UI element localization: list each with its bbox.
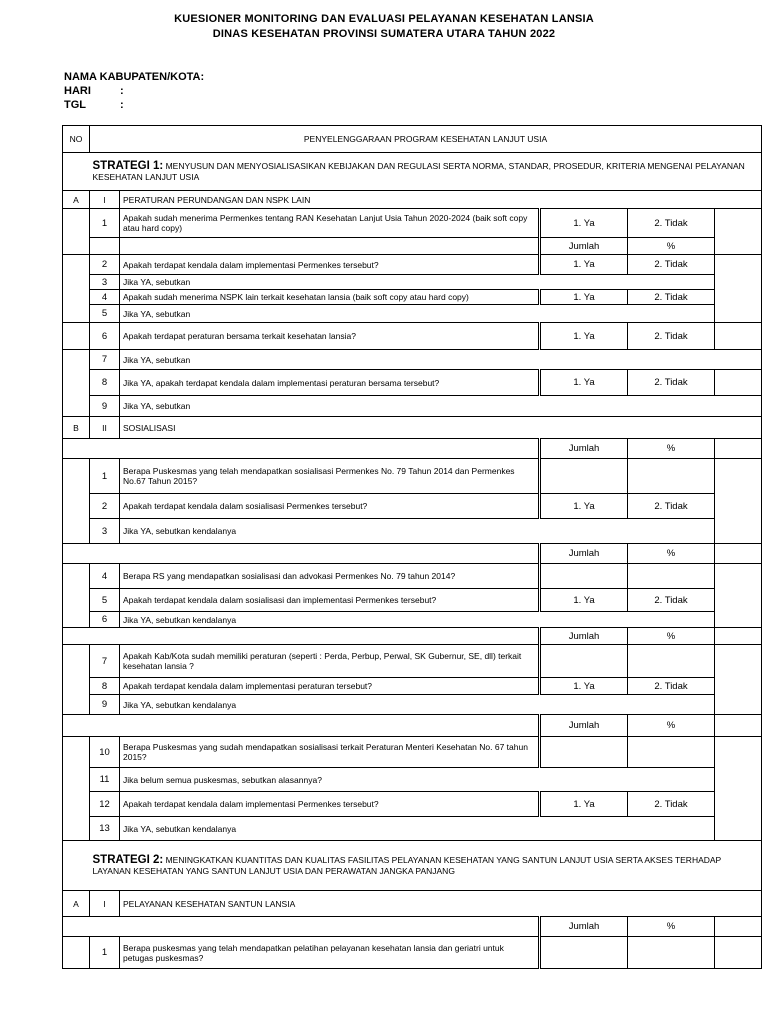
question-text: Berapa Puskesmas yang sudah mendapatkan sosialisasi terkait Peraturan Menteri Kesehatan No. 67 tahun 2015?	[120, 737, 540, 768]
strategy-text: MENYUSUN DAN MENYOSIALISASIKAN KEBIJAKAN DAN REGULASI SERTA NORMA, STANDAR, PROSEDUR, KRITERIA MENGENAI PELAYANAN KESEHATAN LANJUT USIA	[92, 160, 745, 182]
question-number: 4	[90, 564, 120, 589]
question-number: 2	[90, 255, 120, 275]
question-number: 9	[90, 396, 120, 417]
document-subtitle: DINAS KESEHATAN PROVINSI SUMATERA UTARA TAHUN 2022	[212, 28, 556, 40]
question-number: 9	[90, 695, 120, 715]
question-text: Apakah terdapat kendala dalam implementasi Permenkes tersebut?	[120, 792, 540, 817]
percent-label: %	[628, 238, 715, 255]
table-row	[63, 917, 762, 937]
table-row	[63, 937, 762, 969]
table-row	[63, 519, 762, 544]
question-number: 4	[90, 290, 120, 305]
question-text: Jika YA, sebutkan kendalanya	[120, 695, 715, 715]
answer-no[interactable]: 2. Tidak	[628, 494, 715, 519]
table-row	[63, 396, 762, 417]
table-row	[63, 350, 762, 370]
document-title: KUESIONER MONITORING DAN EVALUASI PELAYANAN KESEHATAN LANSIA	[174, 13, 594, 25]
section-letter: A	[63, 191, 90, 209]
question-number: 6	[90, 612, 120, 628]
question-text: Jika YA, sebutkan kendalanya	[120, 519, 715, 544]
strategy-row	[63, 153, 762, 191]
table-row	[63, 255, 762, 275]
answer-yes[interactable]: 1. Ya	[540, 209, 628, 238]
table-row	[63, 564, 762, 589]
question-text: Jika YA, apakah terdapat kendala dalam implementasi peraturan bersama tersebut?	[120, 370, 540, 396]
section-roman: I	[90, 891, 120, 917]
jumlah-label: Jumlah	[540, 238, 628, 255]
question-text: Apakah terdapat kendala dalam implementasi Permenkes tersebut?	[120, 255, 540, 275]
jumlah-label: Jumlah	[540, 715, 628, 737]
table-row	[63, 238, 762, 255]
answer-yes[interactable]: 1. Ya	[540, 792, 628, 817]
answer-no[interactable]: 2. Tidak	[628, 589, 715, 612]
question-number: 13	[90, 817, 120, 841]
table-row	[63, 678, 762, 695]
table-row	[63, 628, 762, 645]
question-text: Jika YA, sebutkan kendalanya	[120, 612, 715, 628]
program-header: PENYELENGGARAAN PROGRAM KESEHATAN LANJUT USIA	[90, 126, 762, 153]
table-row	[63, 459, 762, 494]
answer-no[interactable]: 2. Tidak	[628, 678, 715, 695]
question-text: Jika YA, sebutkan	[120, 305, 715, 323]
answer-no[interactable]: 2. Tidak	[628, 290, 715, 305]
section-row	[63, 417, 762, 439]
meta-tgl	[64, 99, 124, 111]
section-roman: I	[90, 191, 120, 209]
question-number: 8	[90, 370, 120, 396]
question-text: Apakah terdapat kendala dalam sosialisasi dan implementasi Permenkes tersebut?	[120, 589, 540, 612]
question-number: 11	[90, 768, 120, 792]
answer-yes[interactable]: 1. Ya	[540, 370, 628, 396]
question-text: Jika YA, sebutkan	[120, 396, 762, 417]
question-number: 3	[90, 275, 120, 290]
table-row	[63, 695, 762, 715]
question-number: 5	[90, 589, 120, 612]
questionnaire-table	[62, 125, 762, 969]
section-letter: A	[63, 891, 90, 917]
answer-yes[interactable]: 1. Ya	[540, 323, 628, 350]
table-row	[63, 817, 762, 841]
question-text: Jika YA, sebutkan	[120, 350, 762, 370]
answer-no[interactable]: 2. Tidak	[628, 792, 715, 817]
answer-yes[interactable]: 1. Ya	[540, 678, 628, 695]
question-text: Jika YA, sebutkan	[120, 275, 715, 290]
jumlah-label: Jumlah	[540, 439, 628, 459]
answer-yes[interactable]: 1. Ya	[540, 494, 628, 519]
question-number: 8	[90, 678, 120, 695]
table-row	[63, 589, 762, 612]
question-number: 1	[90, 209, 120, 238]
question-text: Apakah sudah menerima Permenkes tentang RAN Kesehatan Lanjut Usia Tahun 2020-2024 (baik soft copy atau hard copy)	[120, 209, 540, 238]
question-number: 1	[90, 937, 120, 969]
question-number: 2	[90, 494, 120, 519]
question-text: Apakah sudah menerima NSPK lain terkait kesehatan lansia (baik soft copy atau hard copy)	[120, 290, 540, 305]
question-number: 7	[90, 645, 120, 678]
strategy-row	[63, 841, 762, 891]
question-number: 6	[90, 323, 120, 350]
meta-colon: :	[120, 85, 124, 97]
question-number: 1	[90, 459, 120, 494]
meta-colon: :	[120, 99, 124, 111]
table-row	[63, 544, 762, 564]
section-roman: II	[90, 417, 120, 439]
section-letter: B	[63, 417, 90, 439]
table-row	[63, 737, 762, 768]
question-text: Apakah terdapat peraturan bersama terkait kesehatan lansia?	[120, 323, 540, 350]
section-title: SOSIALISASI	[120, 417, 762, 439]
table-row	[63, 305, 762, 323]
answer-no[interactable]: 2. Tidak	[628, 323, 715, 350]
meta-tgl-label: TGL	[64, 99, 86, 111]
question-number: 3	[90, 519, 120, 544]
table-row	[63, 612, 762, 628]
jumlah-label: Jumlah	[540, 917, 628, 937]
section-title: PERATURAN PERUNDANGAN DAN NSPK LAIN	[120, 191, 762, 209]
table-row	[63, 715, 762, 737]
question-number: 5	[90, 305, 120, 323]
strategy-text: MENINGKATKAN KUANTITAS DAN KUALITAS FASILITAS PELAYANAN KESEHATAN YANG SANTUN LANJUT USIA SERTA AKSES TERHADAP LAYANAN KESEHATAN YANG SANTUN LANJUT USIA DAN PERAWATAN JANGKA PANJANG	[92, 854, 722, 876]
question-text: Berapa Puskesmas yang telah mendapatkan sosialisasi Permenkes No. 79 Tahun 2014 dan Permenkes No.67 Tahun 2015?	[120, 459, 540, 494]
answer-yes[interactable]: 1. Ya	[540, 290, 628, 305]
question-text: Apakah terdapat kendala dalam sosialisasi Permenkes tersebut?	[120, 494, 540, 519]
percent-label: %	[628, 628, 715, 645]
answer-yes[interactable]: 1. Ya	[540, 255, 628, 275]
table-row	[63, 370, 762, 396]
meta-hari-label: HARI	[64, 85, 91, 97]
percent-label: %	[628, 544, 715, 564]
table-row	[63, 275, 762, 290]
meta-kabupaten	[64, 71, 204, 83]
strategy-label: STRATEGI 2:	[92, 853, 164, 866]
percent-label: %	[628, 917, 715, 937]
answer-no[interactable]: 2. Tidak	[628, 370, 715, 396]
question-text: Jika belum semua puskesmas, sebutkan alasannya?	[120, 768, 715, 792]
table-row	[63, 768, 762, 792]
percent-label: %	[628, 715, 715, 737]
answer-no[interactable]: 2. Tidak	[628, 209, 715, 238]
table-row	[63, 323, 762, 350]
question-text: Apakah Kab/Kota sudah memiliki peraturan (seperti : Perda, Perbup, Perwal, SK Gubernur, SE, dll) terkait kesehatan lansia ?	[120, 645, 540, 678]
section-row	[63, 891, 762, 917]
question-text: Berapa RS yang mendapatkan sosialisasi dan advokasi Permenkes No. 79 tahun 2014?	[120, 564, 540, 589]
question-text: Apakah terdapat kendala dalam implementasi peraturan tersebut?	[120, 678, 540, 695]
no-header: NO	[63, 126, 90, 153]
table-row	[63, 645, 762, 678]
jumlah-label: Jumlah	[540, 628, 628, 645]
question-number: 12	[90, 792, 120, 817]
section-row	[63, 191, 762, 209]
question-number: 10	[90, 737, 120, 768]
question-text: Berapa puskesmas yang telah mendapatkan pelatihan pelayanan kesehatan lansia dan geriatri untuk petugas puskesmas?	[120, 937, 540, 969]
answer-yes[interactable]: 1. Ya	[540, 589, 628, 612]
section-title: PELAYANAN KESEHATAN SANTUN LANSIA	[120, 891, 762, 917]
table-row	[63, 209, 762, 238]
table-row	[63, 792, 762, 817]
strategy-label: STRATEGI 1:	[92, 159, 164, 172]
jumlah-label: Jumlah	[540, 544, 628, 564]
question-number: 7	[90, 350, 120, 370]
table-row	[63, 290, 762, 305]
table-header-row	[63, 126, 762, 153]
answer-no[interactable]: 2. Tidak	[628, 255, 715, 275]
percent-label: %	[628, 439, 715, 459]
table-row	[63, 494, 762, 519]
question-text: Jika YA, sebutkan kendalanya	[120, 817, 715, 841]
meta-kabupaten-label: NAMA KABUPATEN/KOTA:	[64, 71, 205, 83]
table-row	[63, 439, 762, 459]
meta-hari	[64, 85, 124, 97]
